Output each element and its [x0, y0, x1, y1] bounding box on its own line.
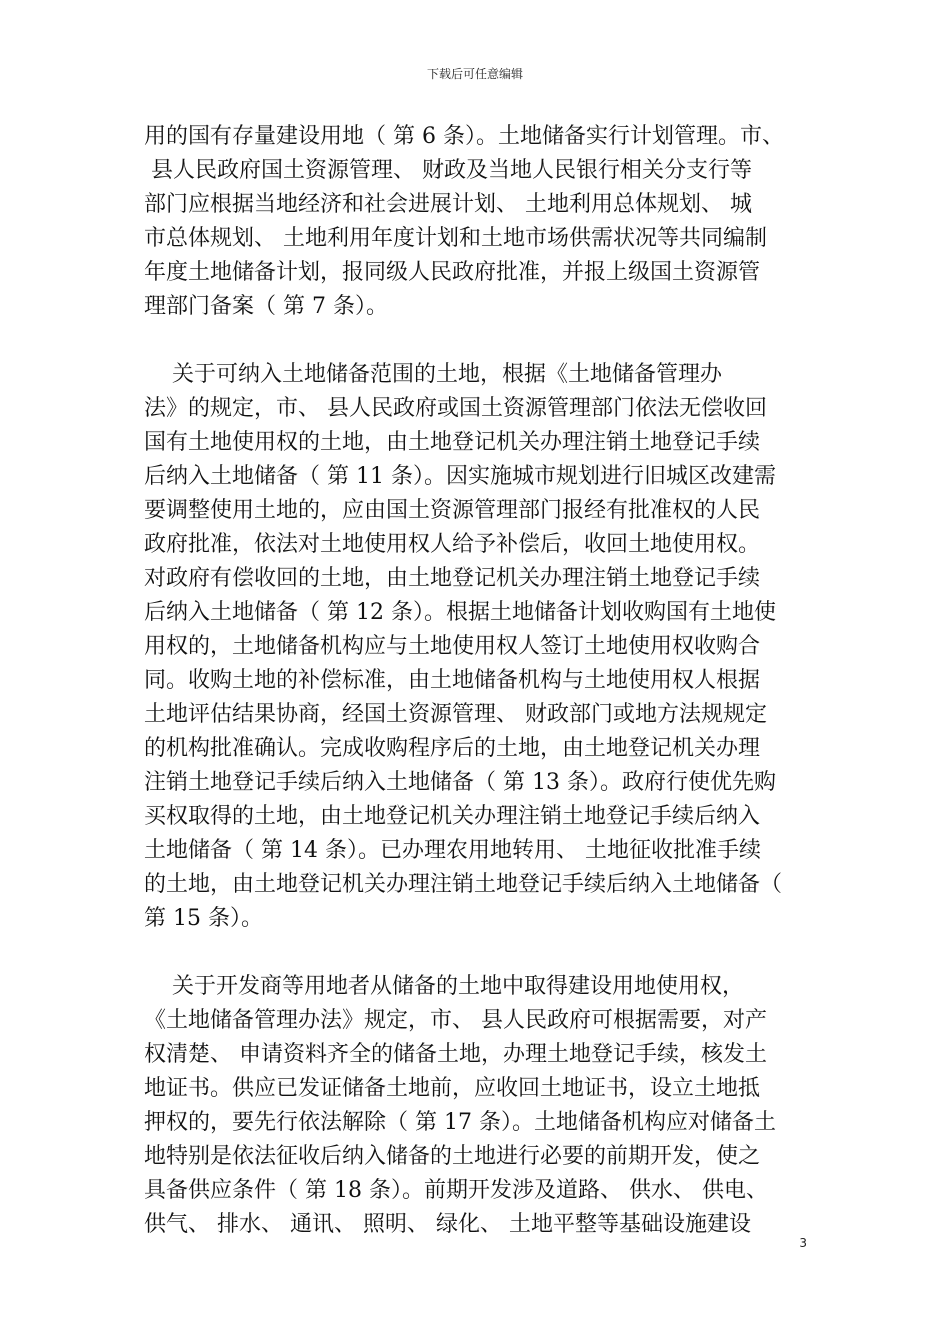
text-line: 市总体规划、 土地利用年度计划和土地市场供需状况等共同编制 [144, 226, 767, 251]
text-line: 对政府有偿收回的土地，由土地登记机关办理注销土地登记手续 [144, 566, 761, 591]
paragraph [144, 970, 808, 1242]
text-line: 《土地储备管理办法》规定，市、 县人民政府可根据需要，对产 [144, 1008, 767, 1033]
text-line: 后纳入土地储备（ 第 12 条）。根据土地储备计划收购国有土地使 [144, 600, 776, 625]
text-line: 要调整使用土地的，应由国土资源管理部门报经有批准权的人民 [144, 498, 761, 523]
text-line: 关于开发商等用地者从储备的土地中取得建设用地使用权， [144, 974, 744, 999]
text-line: 地证书。供应已发证储备土地前，应收回土地证书，设立土地抵 [144, 1076, 761, 1101]
text-line: 土地储备（ 第 14 条）。已办理农用地转用、 土地征收批准手续 [144, 838, 761, 863]
text-line: 供气、 排水、 通讯、 照明、 绿化、 土地平整等基础设施建设 [144, 1212, 751, 1237]
text-line: 理部门备案（ 第 7 条）。 [144, 294, 388, 319]
text-line: 具备供应条件（ 第 18 条）。前期开发涉及道路、 供水、 供电、 [144, 1178, 768, 1203]
text-line: 第 15 条）。 [144, 906, 263, 931]
text-line: 用权的，土地储备机构应与土地使用权人签订土地使用权收购合 [144, 634, 761, 659]
text-line: 注销土地登记手续后纳入土地储备（ 第 13 条）。政府行使优先购 [144, 770, 776, 795]
text-line: 的土地，由土地登记机关办理注销土地登记手续后纳入土地储备（ [144, 872, 783, 897]
text-line: 同。收购土地的补偿标准，由土地储备机构与土地使用权人根据 [144, 668, 761, 693]
text-line: 后纳入土地储备（ 第 11 条）。因实施城市规划进行旧城区改建需 [144, 464, 776, 489]
text-line: 押权的，要先行依法解除（ 第 17 条）。土地储备机构应对储备土 [144, 1110, 776, 1135]
text-line: 关于可纳入土地储备范围的土地，根据《土地储备管理办 [144, 362, 722, 387]
text-line: 县人民政府国土资源管理、 财政及当地人民银行相关分支行等 [144, 158, 752, 183]
page-header: 下载后可任意编辑 [426, 67, 523, 81]
text-line: 土地评估结果协商，经国土资源管理、 财政部门或地方法规规定 [144, 702, 767, 727]
text-line: 年度土地储备计划，报同级人民政府批准，并报上级国土资源管 [144, 260, 761, 285]
paragraph-gap [144, 936, 808, 970]
text-line: 权清楚、 申请资料齐全的储备土地，办理土地登记手续，核发土 [144, 1042, 767, 1067]
text-line: 地特别是依法征收后纳入储备的土地进行必要的前期开发，使之 [144, 1144, 761, 1169]
text-line: 买权取得的土地，由土地登记机关办理注销土地登记手续后纳入 [144, 804, 761, 829]
text-line: 国有土地使用权的土地，由土地登记机关办理注销土地登记手续 [144, 430, 761, 455]
paragraph [144, 358, 808, 936]
text-line: 用的国有存量建设用地（ 第 6 条）。土地储备实行计划管理。市、 [144, 124, 784, 149]
text-line: 的机构批准确认。完成收购程序后的土地，由土地登记机关办理 [144, 736, 761, 761]
text-line: 法》的规定，市、 县人民政府或国土资源管理部门依法无偿收回 [144, 396, 767, 421]
paragraph-gap [144, 324, 808, 358]
page-number: 3 [799, 1236, 807, 1250]
text-line: 部门应根据当地经济和社会进展计划、 土地利用总体规划、 城 [144, 192, 752, 217]
paragraph [144, 120, 808, 324]
body-text [144, 120, 808, 1242]
text-line: 政府批准，依法对土地使用权人给予补偿后，收回土地使用权。 [144, 532, 761, 557]
